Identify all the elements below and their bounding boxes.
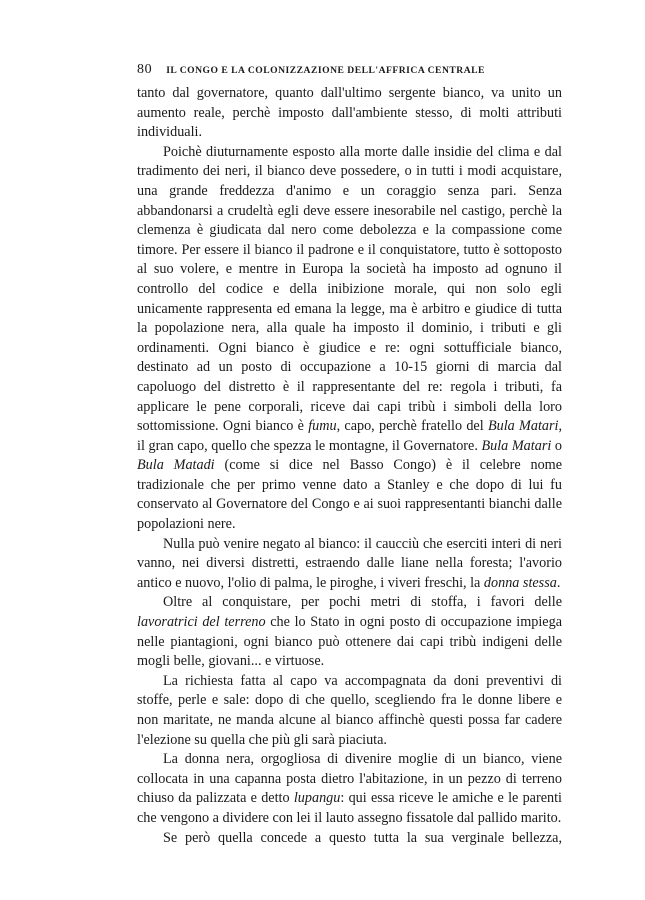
text-run: o: [551, 437, 562, 454]
paragraph: [137, 829, 562, 849]
text-run: .: [556, 574, 561, 591]
running-title: IL CONGO E LA COLONIZZAZIONE DELL'AFFRICA CENTRALE: [166, 65, 485, 76]
italic-term: donna stessa: [483, 574, 557, 591]
italic-term: Bula Matari: [481, 437, 552, 454]
book-page: [137, 62, 562, 848]
italic-term: fumu: [308, 418, 337, 435]
italic-term: lavoratrici del terreno: [137, 614, 266, 631]
paragraph: [137, 535, 562, 594]
page-number: 80: [137, 62, 153, 77]
text-run: , capo, perchè fratello del: [336, 418, 488, 435]
text-run: La donna nera, orgogliosa di divenire moglie di un bianco, viene collocata in una capanna posta dietro l'abitazione, in un pezzo di terreno chiuso da palizzata e detto: [137, 751, 562, 807]
italic-term: Bula Matari: [487, 418, 559, 435]
paragraph: [137, 750, 562, 828]
italic-term: lupangu: [293, 790, 341, 807]
text-run: La richiesta fatta al capo va accompagnata da doni preventivi di stoffe, perle e sale: dopo di che quello, scegliendo fra le donne libere e non maritate, ne manda alcune al bianco affinchè questi possa far cadere l'elezione su quella che più gli sarà piaciuta.: [137, 672, 562, 748]
body-text: [137, 84, 562, 848]
italic-term: Bula Matadi: [137, 457, 215, 474]
page-header: [137, 62, 562, 84]
text-run: , il gran capo, quello che spezza le montagne, il Governatore.: [137, 418, 562, 454]
text-run: tanto dal governatore, quanto dall'ultimo sergente bianco, va unito un aumento reale, perchè imposto dall'ambiente stesso, di molti attributi individuali.: [137, 85, 562, 141]
text-run: che lo Stato in ogni posto di occupazione impiega nelle piantagioni, ogni bianco può ottenere dai capi tribù indigeni delle mogli belle, giovani... e virtuose.: [137, 614, 562, 670]
paragraph: [137, 84, 562, 143]
text-run: Nulla può venire negato al bianco: il caucciù che eserciti interi di neri vanno, nei diversi distretti, estraendo dalle liane nella foresta; l'avorio antico e nuovo, l'olio di palma, le piroghe, i viveri freschi, la: [137, 535, 562, 591]
text-run: (come si dice nel Basso Congo) è il celebre nome tradizionale che per primo venne dato a Stanley e che dopo di lui fu conservato al Governatore del Congo e ai suoi rappresentanti bianchi dalle popolazioni nere.: [137, 457, 563, 533]
paragraph: [137, 672, 562, 750]
text-run: : qui essa riceve le amiche e le parenti che vengono a dividere con lei il lauto assegno fissatole dal pallido marito.: [137, 790, 562, 826]
text-run: Oltre al conquistare, per pochi metri di stoffa, i favori delle: [163, 594, 562, 611]
text-run: Poichè diuturnamente esposto alla morte dalle insidie del clima e dal tradimento dei neri, il bianco deve possedere, o in tutti i modi acquistare, una grande freddezza d'animo e un coraggio senza pari. Senza abbandonarsi a crudeltà egli deve essere inesorabile nel castigo, perchè la clemenza è giudicata dal nero come debolezza e la compassione come timore. Per essere il bianco il padrone e il conquistatore, tutto è sottoposto al suo volere, e mentre in Europa la società ha imposto ad ognuno il controllo del codice e della inibizione morale, qui non solo egli unicamente rappresenta ed emana la legge, ma è arbitro e giudice di tutta la popolazione nera, alla quale ha imposto il dominio, i tributi e gli ordinamenti. Ogni bianco è giudice e re: ogni sottufficiale bianco, destinato ad un posto di occupazione a 10-15 giorni di marcia dal capoluogo del distretto è il rappresentante del re: regola i tributi, fa applicare le pene corporali, riceve dai capi tribù i simboli della loro sottomissione. Ogni bianco è: [137, 143, 562, 435]
paragraph: [137, 593, 562, 671]
paragraph: [137, 143, 562, 535]
text-run: Se però quella concede a questo tutta la sua verginale bellezza,: [163, 829, 562, 846]
